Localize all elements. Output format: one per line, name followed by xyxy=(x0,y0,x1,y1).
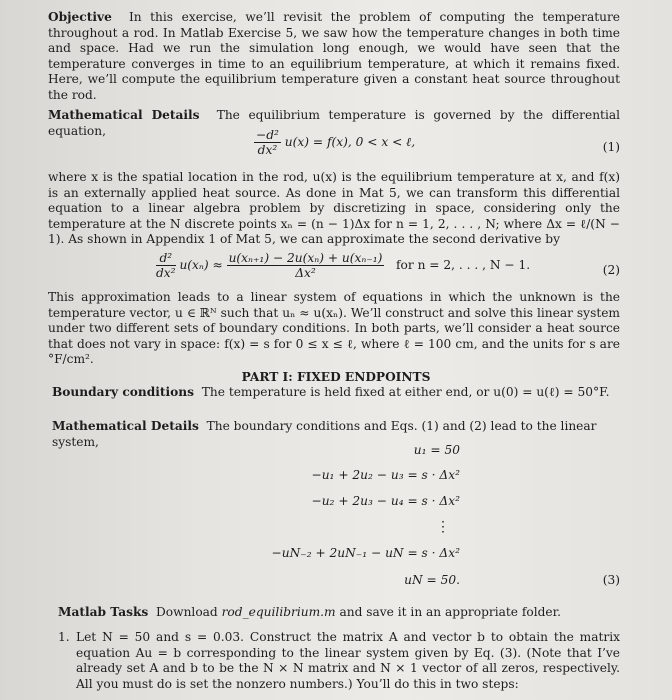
part1-title-text: PART I: FIXED ENDPOINTS xyxy=(241,370,431,384)
part1-title xyxy=(0,370,672,386)
boundary-conditions-text: The temperature is held fixed at either end, or u(0) = u(ℓ) = 50°F. xyxy=(201,385,610,399)
eq2-derivative-den: dx² xyxy=(156,266,176,280)
linear-system-paragraph xyxy=(48,290,620,368)
matlab-file-link[interactable]: rod_equilibrium.m xyxy=(221,605,336,619)
task-1-number: 1. xyxy=(58,630,70,644)
system-row-3: −u₂ + 2u₃ − u₄ = s · Δx² xyxy=(311,494,460,508)
system-row-2: −u₁ + 2u₂ − u₃ = s · Δx² xyxy=(311,468,460,482)
system-vdots: ⋮ xyxy=(436,519,450,535)
math-details-heading: Mathematical Details xyxy=(48,108,200,122)
equation-3-number: (3) xyxy=(602,573,620,587)
eq1-rhs: u(x) = f(x), 0 < x < ℓ, xyxy=(284,135,416,149)
matlab-tasks xyxy=(58,605,624,621)
eq2-condition: for n = 2, . . . , N − 1. xyxy=(396,258,531,272)
eq1-derivative xyxy=(254,128,281,157)
discretization-paragraph xyxy=(48,170,620,248)
system-row-n-1: −uN₋₂ + 2uN₋₁ − uN = s · Δx² xyxy=(271,546,460,560)
system-row-n: uN = 50. xyxy=(404,573,460,587)
eq2-fraction xyxy=(227,251,385,280)
eq1-derivative-num: −d² xyxy=(256,128,279,142)
eq2-approx: u(xₙ) ≈ xyxy=(179,258,223,272)
linear-system-text: This approximation leads to a linear system of equations in which the unknown is the temperature vector, u ∈ ℝᴺ such that uₙ ≈ u(xₙ). We’ll construct and solve this linear system under two different sets of boundary conditions. In both parts, we’ll consider a heat source that does not vary in space: f(x) = s for 0 ≤ x ≤ ℓ, where ℓ = 100 cm, and the units for s are °F/cm². xyxy=(48,290,620,367)
eq2-derivative-num: d² xyxy=(156,251,176,266)
boundary-conditions xyxy=(52,385,624,401)
eq1-derivative-den: dx² xyxy=(257,143,278,157)
system-row-1: u₁ = 50 xyxy=(413,443,460,457)
equation-2-number: (2) xyxy=(602,263,620,277)
objective-heading: Objective xyxy=(48,10,112,24)
eq2-derivative xyxy=(156,251,176,280)
boundary-conditions-heading: Boundary conditions xyxy=(52,385,194,399)
eq2-denominator: Δx² xyxy=(295,266,316,280)
task-item-1 xyxy=(58,630,620,692)
part1-math-text: The boundary conditions and Eqs. (1) and (2) lead to the linear system, xyxy=(52,419,597,449)
equation-1 xyxy=(254,128,415,157)
math-details-intro-text: The equilibrium temperature is governed by the differential equation, xyxy=(48,108,621,138)
matlab-intro-post: and save it in an appropriate folder. xyxy=(339,605,561,619)
objective-paragraph xyxy=(48,10,620,104)
part1-math-heading: Mathematical Details xyxy=(52,419,199,433)
task-1-text: Let N = 50 and s = 0.03. Construct the matrix A and vector b to obtain the matrix equation Au = b corresponding to the linear system given by Eq. (3). (Note that I’ve already set A and b to be the N × N matrix and N × 1 vector of all zeros, respectively. All you must do is set the nonzero numbers.) You’ll do this in two steps: xyxy=(76,630,620,691)
equation-1-number: (1) xyxy=(602,140,620,154)
equation-2 xyxy=(156,251,530,280)
discretization-text: where x is the spatial location in the rod, u(x) is the equilibrium temperature at x, and f(x) is an externally applied heat source. As done in Mat 5, we can transform this differential equation to a linear algebra problem by discretizing in space, considering only the temperature at the N discrete points xₙ = (n − 1)Δx for n = 1, 2, . . . , N; where Δx = ℓ/(N − 1). As shown in Appendix 1 of Mat 5, we can approximate the second derivative by xyxy=(48,170,620,247)
matlab-intro-pre: Download xyxy=(156,605,218,619)
matlab-tasks-heading: Matlab Tasks xyxy=(58,605,149,619)
eq2-numerator: u(xₙ₊₁) − 2u(xₙ) + u(xₙ₋₁) xyxy=(228,251,383,265)
objective-text: In this exercise, we’ll revisit the problem of computing the temperature throughout a rod. In Matlab Exercise 5, we saw how the temperature changes in both time and space. Had we run the simulation long enough, we would have seen that the temperature converges in time to an equilibrium temperature, at which it remains fixed. Here, we’ll compute the equilibrium temperature given a constant heat source throughout the rod. xyxy=(48,10,620,102)
